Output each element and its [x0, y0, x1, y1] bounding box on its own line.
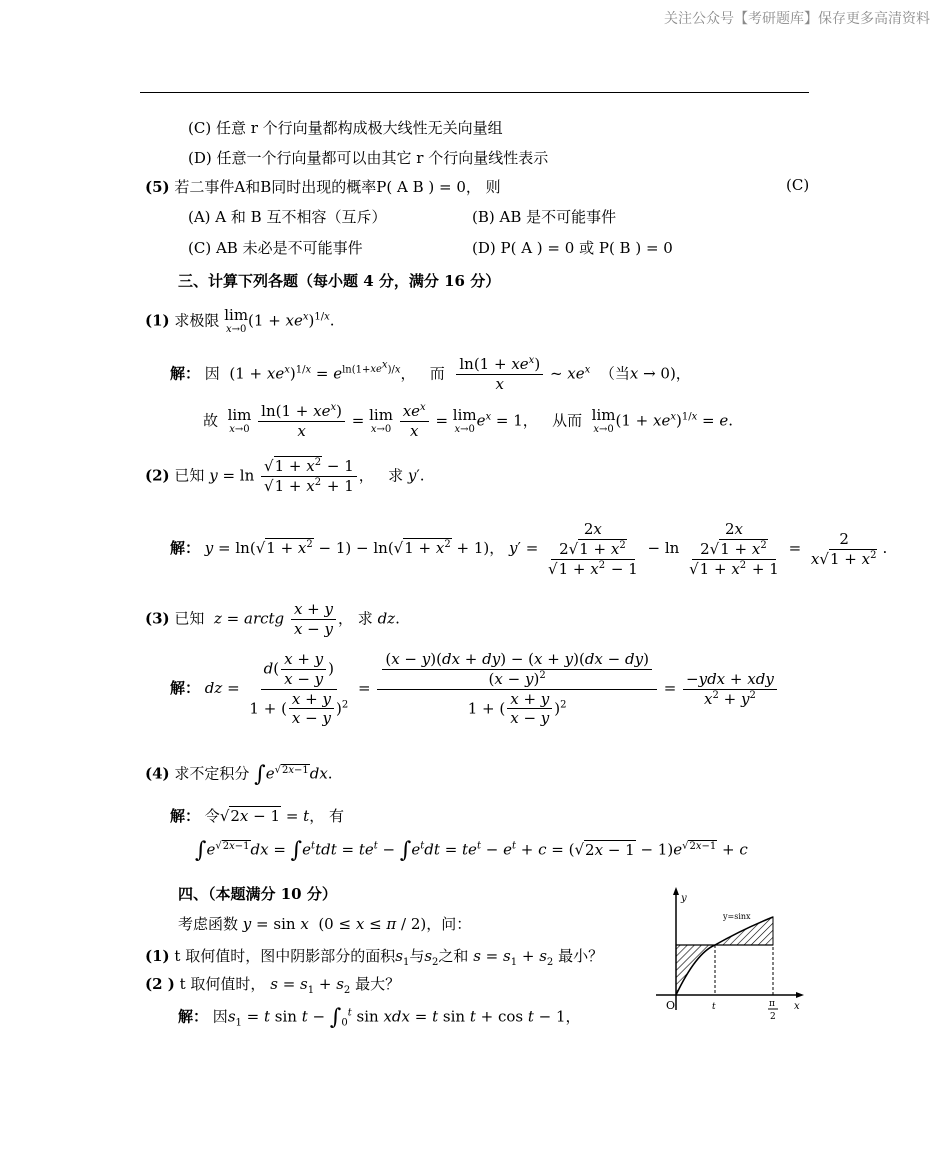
fraction: $\frac{x + y}{x - y}$	[507, 690, 552, 729]
lim-expr: lim x→0	[452, 405, 477, 435]
shaded-region-s1	[676, 945, 715, 995]
section4-q1-b: 与	[409, 947, 425, 965]
y-axis-arrow	[673, 887, 679, 895]
s1-number: (1)	[145, 311, 170, 330]
fraction: $\frac{\ln(1 + xe^x)}{x}$	[456, 355, 543, 394]
s4-solution-line1: 解： 令√2x − 1 = t， 有	[170, 807, 344, 825]
q5-option-c: (C) AB 未必是不可能事件	[188, 239, 363, 257]
section4-q1-a: t 取何值时，图中阴影部分的面积	[174, 947, 396, 965]
q5-option-d: (D) P( A ) = 0 或 P( B ) = 0	[472, 239, 673, 257]
section4-q1-number: (1)	[145, 947, 170, 965]
prev-option-d: (D) 任意一个行向量都可以由其它 r 个行向量线性表示	[188, 149, 549, 167]
fraction: $\frac{x + y}{x - y}$	[289, 690, 334, 729]
graph-two-label: 2	[770, 1012, 776, 1022]
section4-q2: (2 ) t 取何值时， $s = s_1 + s_2$ 最大？	[145, 975, 401, 996]
header-rule	[140, 92, 809, 93]
s2-ask: 求	[388, 466, 404, 485]
s1-when: （当	[599, 364, 630, 383]
q5-text: 若二事件A和B同时出现的概率P( A B ) = 0， 则	[174, 178, 501, 196]
x-axis-arrow	[796, 992, 804, 998]
section4-intro: 考虑函数 y = sin x (0 ≤ x ≤ π / 2)，问：	[178, 915, 472, 933]
solution-label: 解：	[170, 539, 201, 558]
s1-hence: 从而	[552, 411, 583, 430]
q5-line	[145, 176, 501, 197]
fraction: $\frac{x + y}{x - y}$	[291, 600, 336, 639]
s2-solution: 解： $y = \ln(√1 + x^2 - 1) - \ln(√1 + x^2 + 1)$， y′ = $\frac{\frac{2x}{2√1 + x^2}}{√1 + x^2 - 1}$ − ln $\frac{\frac{2x}{2√1 + x^2}}{√1 + x^2 + 1}$ = $\frac{2}{x√1 + x^2}$ .	[170, 520, 888, 578]
s4-problem: (4) 求不定积分 $\int e^{√2x-1}dx$.	[145, 762, 333, 787]
s1-prompt: 求极限	[174, 311, 220, 330]
fraction: $\frac{\text{−ydx + xdy}}{x^2 + y^2}$	[683, 670, 777, 709]
section3-title: 三、计算下列各题（每小题 4 分，满分 16 分）	[178, 272, 501, 290]
q5-option-b: (B) AB 是不可能事件	[472, 208, 617, 226]
prev-option-c: (C) 任意 r 个行向量都构成极大线性无关向量组	[188, 119, 503, 137]
s1-solution-line2: 故 lim x→0 $\frac{\ln(1 + xe^x)}{x}$ = lim x→0 $\frac{xe^x}{x}$ = lim x→0 $e^x = 1$， 从而 lim x→0 $(1 + xe^x)^{1/x} = e$.	[203, 402, 733, 440]
fraction: $\frac{\ln(1 + xe^x)}{x}$	[258, 402, 345, 441]
s3-ask: 求	[357, 609, 373, 628]
s4-solution-line2: $\int e^{√2x-1}dx = \int e^ttdt = te^t - \int e^tdt = te^t - e^t + c = (√2x - 1 - 1)e^{√2x-1} + c$	[195, 838, 748, 863]
q5-option-a: (A) A 和 B 互不相容（互斥）	[188, 208, 387, 226]
section4-q1-c: 之和	[438, 947, 469, 965]
section4-q2-number: (2 )	[145, 975, 175, 993]
section4-solution: 解： 因$s_1 = t$ $\sin t - \int_0^t$ sin xdx = t sin t + cos t − 1，	[178, 1005, 581, 1030]
fraction: $\frac{2}{x√1 + x^2}$	[810, 529, 877, 568]
s1-solution-line1: 解： 因 $(1 + xe^x)^{1/x} = e^{ln(1+xe^x)/x}$， 而 $\frac{\ln(1 + xe^x)}{x}$ ~ $xe^x$ （当x → 0)，	[170, 355, 691, 393]
s4-prompt: 求不定积分	[174, 764, 250, 783]
fraction: $\frac{xe^x}{x}$	[400, 402, 429, 441]
s3-solution: 解： dz = d( $\frac{x + y}{x - y}$ ) 1 + ( $\frac{x + y}{x - y}$ )$^2$ = $\frac{(x - y)(dx + dy) - (x + y)(dx - dy)}{(x - y)^2}$ 1 + ( $\frac{x + y}{x - y}$ )$^2$ = $\frac{\text{−ydx + xdy}}{x^2 + y^2}$	[170, 650, 779, 728]
s4-number: (4)	[145, 764, 170, 783]
lim-expr: lim x→0	[591, 405, 616, 435]
solution-label: 解：	[170, 679, 201, 697]
graph-origin-label: O	[666, 999, 676, 1012]
s1-so: 故	[203, 411, 219, 430]
s2-prompt: 已知	[174, 466, 205, 485]
q5-number: (5)	[145, 178, 170, 196]
fraction: $\frac{\frac{2x}{2√1 + x^2}}{√1 + x^2 - 1}$	[548, 520, 638, 578]
graph-curve-label: y=sinx	[723, 912, 751, 921]
section4-title: 四、（本题满分 10 分）	[178, 885, 337, 903]
s1-because: 因	[204, 364, 220, 383]
integral-sign: ∫	[329, 1005, 342, 1030]
integral-sign: ∫	[290, 838, 303, 863]
graph-x-label: x	[794, 1001, 800, 1012]
sine-graph	[648, 885, 813, 1030]
fraction: $\frac{(x - y)(dx + dy) - (x + y)(dx - dy)}{(x - y)^2}$ 1 + ( $\frac{x + y}{x - y}$ )$^2$	[377, 650, 657, 728]
s3-problem: (3) 已知 z = arctg $\frac{x + y}{x - y}$ ， 求 dz.	[145, 600, 400, 638]
fraction: $\frac{(x - y)(dx + dy) - (x + y)(dx - dy)}{(x - y)^2}$	[382, 650, 652, 689]
section4-because: 因	[212, 1007, 228, 1026]
fraction: $\frac{2x}{2√1 + x^2}$	[700, 520, 767, 558]
s2-number: (2)	[145, 466, 170, 485]
fraction: $\frac{\frac{2x}{2√1 + x^2}}{√1 + x^2 + 1}$	[689, 520, 779, 578]
solution-label: 解：	[170, 364, 201, 383]
graph-t-label: t	[712, 1002, 716, 1012]
integral-sign: ∫	[399, 838, 412, 863]
s1-problem: (1) 求极限 lim x→0 $(1 + xe^x)^{1/x}$.	[145, 306, 335, 335]
section4-q1: (1) t 取何值时，图中阴影部分的面积$s_1$与$s_2$之和 $s = s_1 + s_2$ 最小？	[145, 947, 604, 968]
s4-let: 令	[204, 807, 220, 825]
section4-intro-text: 考虑函数	[178, 915, 239, 933]
s3-prompt: 已知	[174, 609, 205, 628]
section4-q2-b: 最大？	[355, 975, 401, 993]
fraction: d( $\frac{x + y}{x - y}$ ) 1 + ( $\frac{x + y}{x - y}$ )$^2$	[249, 650, 349, 728]
s1-and: 而	[429, 364, 445, 383]
lim-expr: lim x→0	[227, 405, 252, 435]
watermark: 关注公众号【考研题库】保存更多高清资料	[664, 11, 930, 27]
section4-q2-a: t 取何值时，	[179, 975, 266, 993]
section4-q1-d: 最小？	[558, 947, 604, 965]
q5-answer: (C)	[786, 176, 810, 194]
s2-problem: (2) 已知 y = ln $\frac{√1 + x^2 - 1}{√1 + x^2 + 1}$ ， 求 y′.	[145, 457, 425, 495]
graph-y-label: y	[681, 893, 687, 904]
fraction: $\frac{x + y}{x - y}$	[281, 650, 326, 689]
integral-sign: ∫	[195, 838, 207, 863]
lim-expr: lim x→0	[369, 405, 393, 435]
s4-have: 有	[328, 807, 344, 825]
lim-expr: lim x→0	[224, 306, 249, 335]
fraction: $\frac{√1 + x^2 - 1}{√1 + x^2 + 1}$	[261, 457, 357, 496]
graph-pi-label: π	[769, 999, 775, 1009]
fraction: $\frac{2x}{2√1 + x^2}$	[559, 520, 626, 558]
solution-label: 解：	[170, 807, 201, 825]
s3-number: (3)	[145, 609, 170, 628]
integral-sign: ∫	[254, 762, 266, 787]
solution-label: 解：	[178, 1007, 209, 1026]
section4-intro-tail: ，问：	[426, 915, 472, 933]
